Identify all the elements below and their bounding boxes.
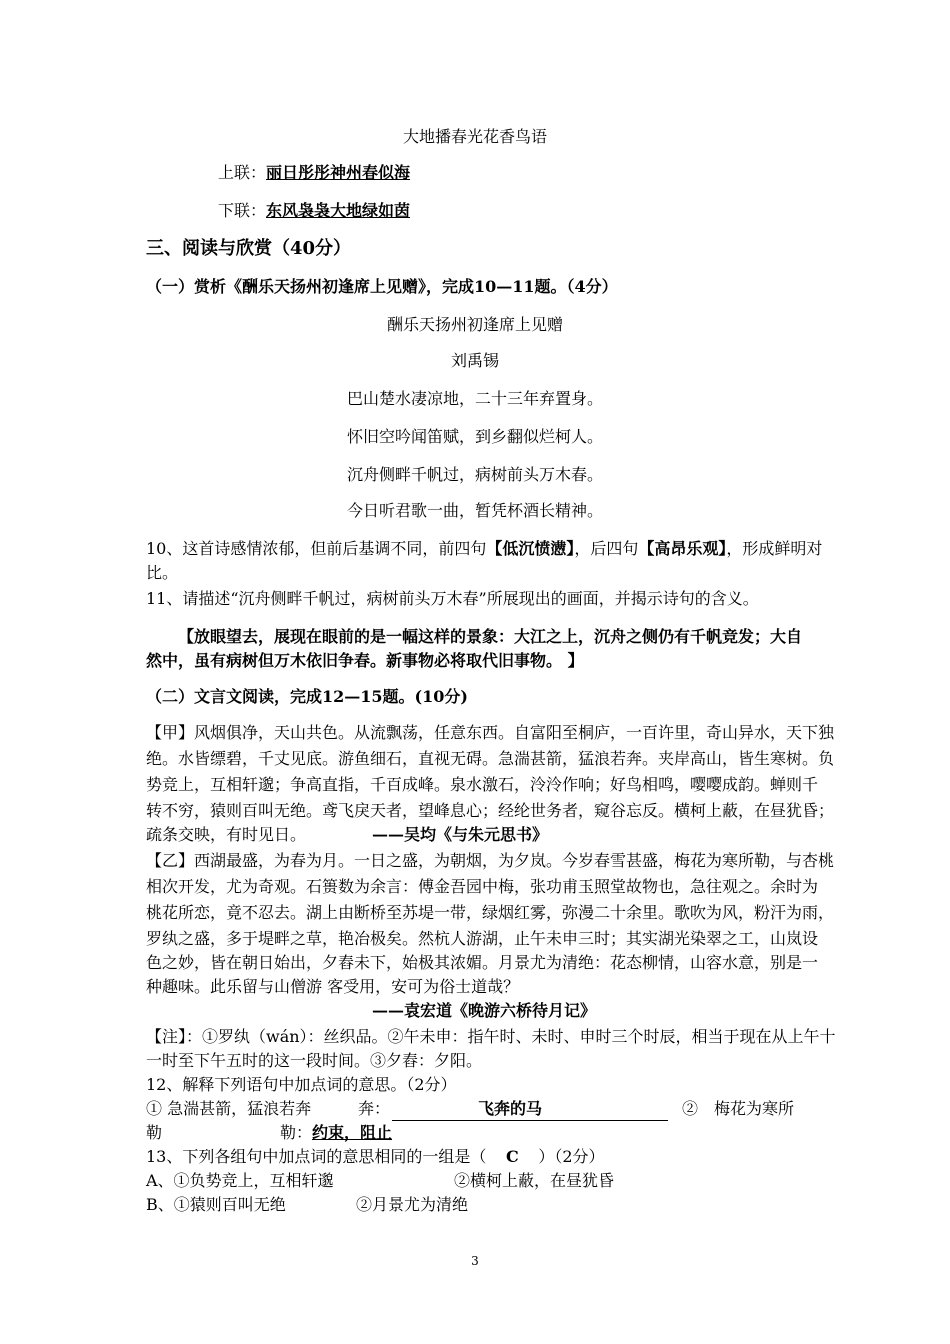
lower-couplet-label: 下联： (218, 201, 267, 220)
q12-item1-text: ① 急湍甚箭，猛浪若奔 (146, 1099, 312, 1118)
text-yi-line: 色之妙，皆在朝日始出，夕舂未下，始极其浓媚。月景尤为清绝：花态柳情，山容水意，别是一 (146, 953, 819, 972)
lower-couplet-answer: 东风袅袅大地绿如茵 (266, 201, 411, 220)
q12-item1-word: 奔： (358, 1099, 391, 1118)
note-line: 【注】：①罗纨（wán）：丝织品。②午未申：指午时、未时、申时三个时辰，相当于现在从上午十 (146, 1027, 836, 1046)
q12-item1-blank (392, 1098, 668, 1121)
part1-title: （一）赏析《酬乐天扬州初逢席上见赠》，完成10—11题。（4分） (146, 277, 618, 296)
q10-answer-2: 【高昂乐观】 (638, 539, 727, 558)
upper-couplet-label: 上联： (218, 163, 267, 182)
upper-couplet (218, 162, 410, 184)
note-line: 一时至下午五时的这一段时间。③夕舂：夕阳。 (146, 1051, 483, 1070)
text-jia-line: 转不穷，猿则百叫无绝。鸢飞戾天者，望峰息心；经纶世务者，窥谷忘反。横柯上蔽，在昼犹昏； (146, 801, 835, 820)
text-yi-line: 种趣味。此乐留与山僧游 客受用，安可为俗士道哉？ (146, 977, 520, 996)
couplet-header: 大地播春光花香鸟语 (402, 127, 547, 146)
q13-option-a-2: ②横柯上蔽，在昼犹昏 (454, 1171, 615, 1190)
part2-title: （二）文言文阅读，完成12—15题。(10分) (146, 687, 468, 706)
text-jia-line: 【甲】风烟俱净，天山共色。从流飘荡，任意东西。自富阳至桐庐，一百许里，奇山异水，天下独 (146, 723, 835, 742)
text-jia-source: ——吴均《与朱元思书》 (372, 825, 549, 844)
q13-option-b-1: B、①猿则百叫无绝 (146, 1195, 286, 1214)
q10-text: ，后四句 (574, 539, 639, 558)
q12-item2-text: ② 梅花为寒所 (682, 1099, 795, 1118)
q12-item1-answer: 飞奔的马 (477, 1099, 542, 1118)
text-jia-line: 势竞上，互相轩邈；争高直指，千百成峰。泉水激石，泠泠作响；好鸟相鸣，嘤嘤成韵。蝉则千 (146, 775, 819, 794)
q10-text: 10、这首诗感情浓郁，但前后基调不同，前四句 (146, 539, 487, 558)
q13-option-b-2: ②月景尤为清绝 (356, 1195, 469, 1214)
poem-title: 酬乐天扬州初逢席上见赠 (386, 315, 563, 334)
q12-item-2 (146, 1122, 393, 1144)
text-jia-line: 绝。水皆缥碧，千丈见底。游鱼细石，直视无碍。急湍甚箭，猛浪若奔。夹岸高山，皆生寒树。负 (146, 749, 835, 768)
q12-item2-answer: 约束，阻止 (312, 1123, 393, 1142)
q12-item2-word (280, 1122, 392, 1144)
q13-text: ）（2分） (538, 1147, 605, 1166)
page-number: 3 (471, 1254, 479, 1268)
q13-option-b (146, 1194, 469, 1216)
q11-answer: 【放眼望去，展现在眼前的是一幅这样的景象：大江之上，沉舟之侧仍有千帆竞发；大自 (178, 627, 803, 646)
q12-item-1 (146, 1098, 806, 1120)
poem-line: 怀旧空吟闻笛赋，到乡翻似烂柯人。 (346, 427, 603, 446)
q13-option-a (146, 1170, 615, 1192)
q10-answer-1: 【低沉愤懑】 (486, 539, 575, 558)
q11-answer: 然中，虽有病树但万木依旧争春。新事物必将取代旧事物。 】 (146, 651, 584, 670)
section-title: 三、阅读与欣赏（40分） (146, 238, 352, 259)
text-yi-source: ——袁宏道《晚游六桥待月记》 (372, 1001, 597, 1020)
q13-option-a-1: A、①负势竞上，互相轩邈 (146, 1171, 334, 1190)
text-jia-last: 疏条交映，有时见日。 (146, 825, 307, 844)
poem-line: 巴山楚水凄凉地，二十三年弃置身。 (346, 389, 603, 408)
poem-line: 今日听君歌一曲，暂凭杯酒长精神。 (346, 501, 603, 520)
lower-couplet (218, 200, 410, 222)
text-yi-line: 罗纨之盛，多于堤畔之草，艳冶极矣。然杭人游湖，止午未申三时；其实湖光染翠之工，山岚设 (146, 929, 819, 948)
question-10-cont: 比。 (146, 563, 179, 582)
q12-item2-word-label: 勒： (280, 1123, 313, 1142)
poem-author: 刘禹锡 (450, 351, 499, 370)
text-yi-line: 相次开发，尤为奇观。石篑数为余言：傅金吾园中梅，张功甫玉照堂故物也，急往观之。余时为 (146, 877, 819, 896)
q10-text: ，形成鲜明对 (726, 539, 823, 558)
upper-couplet-answer: 丽日彤彤神州春似海 (266, 163, 411, 182)
q12-item2-cont: 勒 (146, 1123, 163, 1142)
text-yi-line: 【乙】西湖最盛，为春为月。一日之盛，为朝烟，为夕岚。今岁春雪甚盛，梅花为寒所勒，与杏桃 (146, 851, 835, 870)
poem-line: 沉舟侧畔千帆过，病树前头万木春。 (346, 465, 603, 484)
question-11: 11、请描述“沉舟侧畔千帆过，病树前头万木春”所展现出的画面，并揭示诗句的含义。 (146, 589, 759, 608)
question-10 (146, 538, 822, 560)
question-13 (146, 1146, 605, 1168)
q13-answer: C (506, 1147, 519, 1166)
question-12: 12、解释下列语句中加点词的意思。（2分） (146, 1075, 457, 1094)
text-yi-line: 桃花所恋，竟不忍去。湖上由断桥至苏堤一带，绿烟红雾，弥漫二十余里。歌吹为风，粉汗为雨， (146, 903, 835, 922)
q13-text: 13、下列各组句中加点词的意思相同的一组是（ (146, 1147, 487, 1166)
